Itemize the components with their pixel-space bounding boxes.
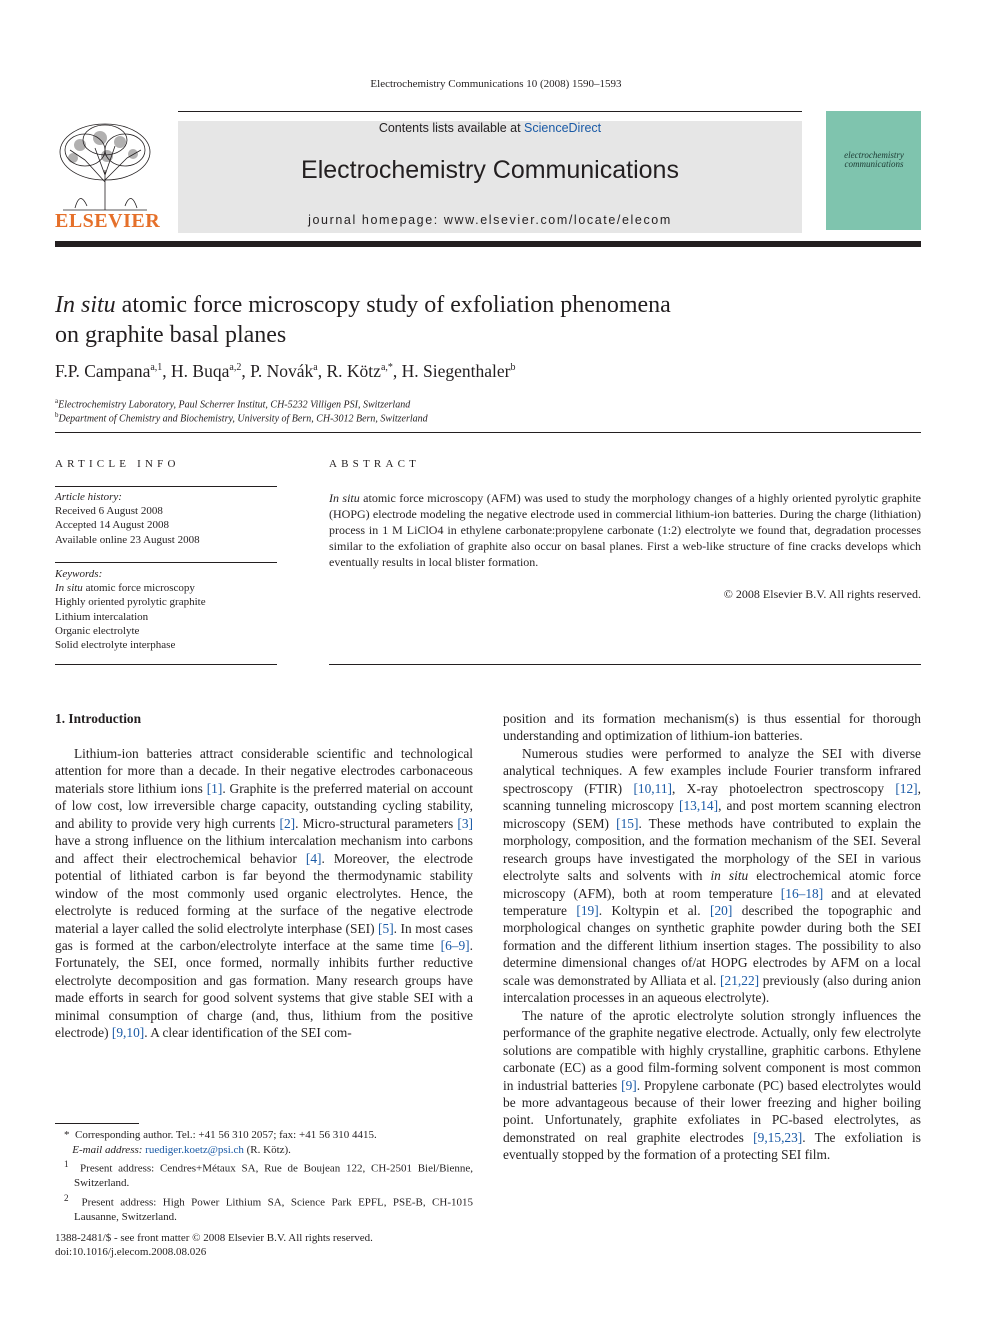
author: H. Siegenthaler: [401, 361, 511, 381]
text: . Koltypin et al.: [598, 902, 711, 918]
text: The nature of the aprotic electrolyte solution strongly influences the performance of the graphite negative electrode. Actually, only few electrolyte solutions are compatible with highly crystalline, graphitic carbons. Ethylene carbonate (EC) as a good film-forming solvent component is most common in industrial batteries: [503, 1007, 921, 1093]
right-column: [503, 710, 921, 1164]
keyword-italic: In situ: [55, 582, 83, 595]
citation[interactable]: [1]: [206, 780, 223, 796]
text: . In most cases gas is formed at the carbon/electrolyte interface at the same time: [55, 920, 473, 953]
abstract-body: atomic force microscopy (AFM) was used to study the morphology changes of a highly oriented pyrolytic graphite (HOPG) electrode modeling the negative electrode used in commercial lithium-ion batteries. During the charge (lithiation) process in 1 M LiClO4 in ethylene carbonate:propylene carbonate (1:2) electrolyte we found that, degradation processes similar to the exfoliation of graphite also occur on basal planes. First a web-like structure of fine cracks develops which eventually results in local blister formation.: [329, 491, 921, 569]
text: described the topographic and morphological changes on synthetic graphite powder during both the SEI formation and the different lithium insertion stages. The possibility to also determine dimensional changes of/at HOPG electrodes by AFM on a local scale was demonstrated by Alliata et al.: [503, 902, 921, 988]
author-sep: ,: [241, 361, 251, 381]
footnote-text: Present address: High Power Lithium SA, Science Park EPFL, PSE-B, CH-1015 Lausanne, Switzerland.: [74, 1196, 474, 1223]
author-sep: ,: [392, 361, 402, 381]
affiliation-mark: a: [55, 397, 59, 405]
author-mark: a,2: [229, 362, 242, 374]
text: Numerous studies were performed to analyze the SEI with diverse analytical techniques. A few examples include Fourier transform infrared spectroscopy (FTIR): [503, 745, 921, 796]
keyword: Organic electrolyte: [55, 624, 140, 637]
keyword: Highly oriented pyrolytic graphite: [55, 596, 206, 609]
footnote-corresponding: [55, 1128, 473, 1143]
author: H. Buqa: [171, 361, 230, 381]
text: . Propylene carbonate (PC) based electrolytes would be more advantageous because of their lower freezing and higher boiling point. Unfortunately, graphite exfoliates in PC-based electrolytes, as demonstrated on real graphite electrodes: [503, 1077, 921, 1145]
history-received: Received 6 August 2008: [55, 505, 163, 518]
author-mark: a,1: [150, 362, 163, 374]
footnote-1: [55, 1157, 473, 1191]
keyword: Lithium intercalation: [55, 610, 149, 623]
abstract-text: [329, 490, 921, 570]
header-thick-rule: [55, 241, 921, 247]
text: , and post mortem scanning electron microscopy (SEM): [503, 798, 921, 831]
doi-line[interactable]: doi:10.1016/j.elecom.2008.08.026: [55, 1246, 207, 1258]
footnote-text: Corresponding author. Tel.: +41 56 310 2057; fax: +41 56 310 4415.: [75, 1129, 377, 1141]
cover-title: electrochemistry communications: [844, 150, 904, 169]
footnote-mark: 2: [64, 1192, 69, 1203]
section-heading: 1. Introduction: [55, 711, 142, 726]
info-rule-3: [55, 664, 277, 665]
article-title: [55, 290, 815, 350]
keyword: Solid electrolyte interphase: [55, 639, 176, 652]
citation[interactable]: [5]: [378, 920, 394, 936]
sciencedirect-link[interactable]: ScienceDirect: [524, 121, 602, 135]
title-italic: In situ: [55, 292, 116, 318]
author: R. Kötz: [326, 361, 381, 381]
email-link[interactable]: ruediger.koetz@psi.ch: [145, 1143, 244, 1156]
text: . Micro-structural parameters: [295, 815, 458, 831]
text: Lithium-ion batteries attract considerable scientific and technological attention for more than a decade. In their negative electrodes carbonaceous materials store lithium ions: [55, 746, 473, 796]
footnote-mark: 1: [64, 1159, 69, 1169]
affiliation-rule: [55, 432, 921, 433]
author-sep: ,: [162, 361, 172, 381]
info-rule-2: [55, 562, 277, 563]
title-line1: atomic force microscopy study of exfoliation phenomena: [115, 292, 671, 318]
citation[interactable]: [9]: [621, 1077, 637, 1093]
citation[interactable]: [9,15,23]: [753, 1129, 803, 1145]
email-label: E-mail address:: [72, 1143, 143, 1156]
affiliation-b: [55, 408, 755, 426]
journal-homepage[interactable]: journal homepage: www.elsevier.com/locate/elecom: [308, 213, 672, 227]
footnotes: [55, 1128, 473, 1224]
text: . A clear identification of the SEI com-: [144, 1025, 352, 1041]
citation[interactable]: [4]: [305, 850, 322, 866]
email-owner: (R. Kötz).: [243, 1143, 291, 1156]
affiliation-mark: b: [55, 411, 59, 419]
affiliation-text: Electrochemistry Laboratory, Paul Scherrer Institut, CH-5232 Villigen PSI, Switzerland: [58, 399, 411, 411]
author-list: [55, 361, 516, 382]
text: . Graphite is the preferred material on account of low cost, low irreversible charge capacity, outstanding cycling stability, and ability to provide very high currents: [55, 780, 473, 831]
citation[interactable]: [15]: [616, 815, 639, 831]
info-rule-1: [55, 486, 277, 487]
journal-cover-image: [826, 111, 921, 230]
text: . Fortunately, the SEI, once formed, normally inhibits further reductive electrolyte decomposition and gas formation. Many research groups have made efforts in search for good solvent systems that give stable SEI with a minimal consumption of charge (and, thus, lithium from the positive electrode): [55, 937, 473, 1041]
author: P. Novák: [250, 361, 314, 381]
author-mark: b: [510, 362, 516, 374]
citation[interactable]: [12]: [895, 780, 918, 796]
author-mark[interactable]: a,*: [380, 362, 393, 374]
citation[interactable]: [6–9]: [440, 937, 470, 953]
header-top-rule: [178, 111, 802, 112]
keywords: [55, 567, 277, 652]
keyword: [55, 581, 277, 595]
text: electrochemical atomic force microscopy (AFM), both at room temperature: [503, 868, 921, 901]
author-sep: ,: [317, 361, 327, 381]
citation[interactable]: [16–18]: [780, 885, 824, 901]
citation[interactable]: [9,10]: [111, 1025, 145, 1041]
left-column: [55, 745, 473, 1042]
contents-line: [178, 121, 802, 135]
elsevier-tree-logo: [55, 120, 155, 212]
citation[interactable]: [10,11]: [633, 780, 673, 796]
author: F.P. Campana: [55, 361, 151, 381]
paragraph: position and its formation mechanism(s) is thus essential for thorough understanding and optimization of lithium-ion batteries.: [503, 711, 921, 744]
text: . These methods have contributed to explain the morphology, composition, and the formation mechanism of the SEI. Several research groups have investigated the morphology of the SEI in various electrolyte salts and solvents with: [503, 815, 922, 884]
issn-line: 1388-2481/$ - see front matter © 2008 Elsevier B.V. All rights reserved.: [55, 1232, 373, 1244]
affiliation-text: Department of Chemistry and Biochemistry, University of Bern, CH-3012 Bern, Switzerland: [58, 413, 428, 425]
paragraph: [503, 745, 921, 1007]
page-footer: [55, 1231, 475, 1259]
footnote-mark: *: [64, 1129, 70, 1141]
text: , X-ray photoelectron spectroscopy: [672, 780, 896, 796]
citation[interactable]: [19]: [576, 902, 599, 918]
citation[interactable]: [3]: [457, 815, 473, 831]
citation[interactable]: [13,14]: [679, 798, 719, 814]
footnote-email: [55, 1143, 473, 1158]
text: . The exfoliation is eventually stopped by the formation of a protecting SEI film.: [503, 1129, 921, 1163]
text: have a strong influence on the lithium intercalation mechanism into carbons and affect their electrochemical behavior: [55, 833, 473, 866]
citation[interactable]: [2]: [279, 815, 296, 831]
history-online: Available online 23 August 2008: [55, 533, 200, 546]
author-mark: a: [313, 362, 318, 374]
history-accepted: Accepted 14 August 2008: [55, 519, 169, 532]
contents-prefix: Contents lists available at: [378, 121, 525, 135]
article-history: [55, 490, 277, 547]
publisher-wordmark: ELSEVIER: [55, 210, 161, 232]
text-italic: in situ: [710, 868, 749, 884]
text: . Moreover, the electrode potential of lithiated carbon is far beyond the thermodynamic stability window of the most commonly used organic electrolytes. Hence, the electrolyte is reduced forming at the surface of the negative electrode material a layer called the solid electrolyte interphase (SEI): [55, 850, 473, 936]
article-info-heading: ARTICLE INFO: [55, 458, 180, 470]
abstract-italic: In situ: [329, 491, 360, 505]
citation[interactable]: [20]: [710, 902, 733, 918]
keywords-label: Keywords:: [55, 568, 103, 580]
text: and at elevated temperature: [503, 885, 921, 918]
footnote-text: Present address: Cendres+Métaux SA, Rue de Boujean 122, CH-2501 Biel/Bienne, Switzerland.: [74, 1162, 473, 1190]
paragraph: [503, 1007, 921, 1164]
abstract-rule: [329, 664, 921, 665]
history-label: Article history:: [55, 491, 122, 503]
copyright: © 2008 Elsevier B.V. All rights reserved.: [723, 587, 921, 601]
journal-title: Electrochemistry Communications: [301, 156, 679, 184]
journal-reference: Electrochemistry Communications 10 (2008) 1590–1593: [370, 78, 622, 90]
footnote-2: [55, 1191, 473, 1225]
keyword-rest: atomic force microscopy: [82, 582, 195, 595]
paragraph: [55, 745, 473, 1042]
title-line2: on graphite basal planes: [55, 322, 287, 348]
text: , scanning tunneling microscopy: [503, 780, 921, 814]
abstract-heading: ABSTRACT: [329, 458, 421, 470]
text: previously (also during anion intercalation processes in an aqueous electrolyte).: [503, 972, 921, 1006]
citation[interactable]: [21,22]: [720, 972, 760, 988]
footnote-rule: [55, 1123, 139, 1124]
